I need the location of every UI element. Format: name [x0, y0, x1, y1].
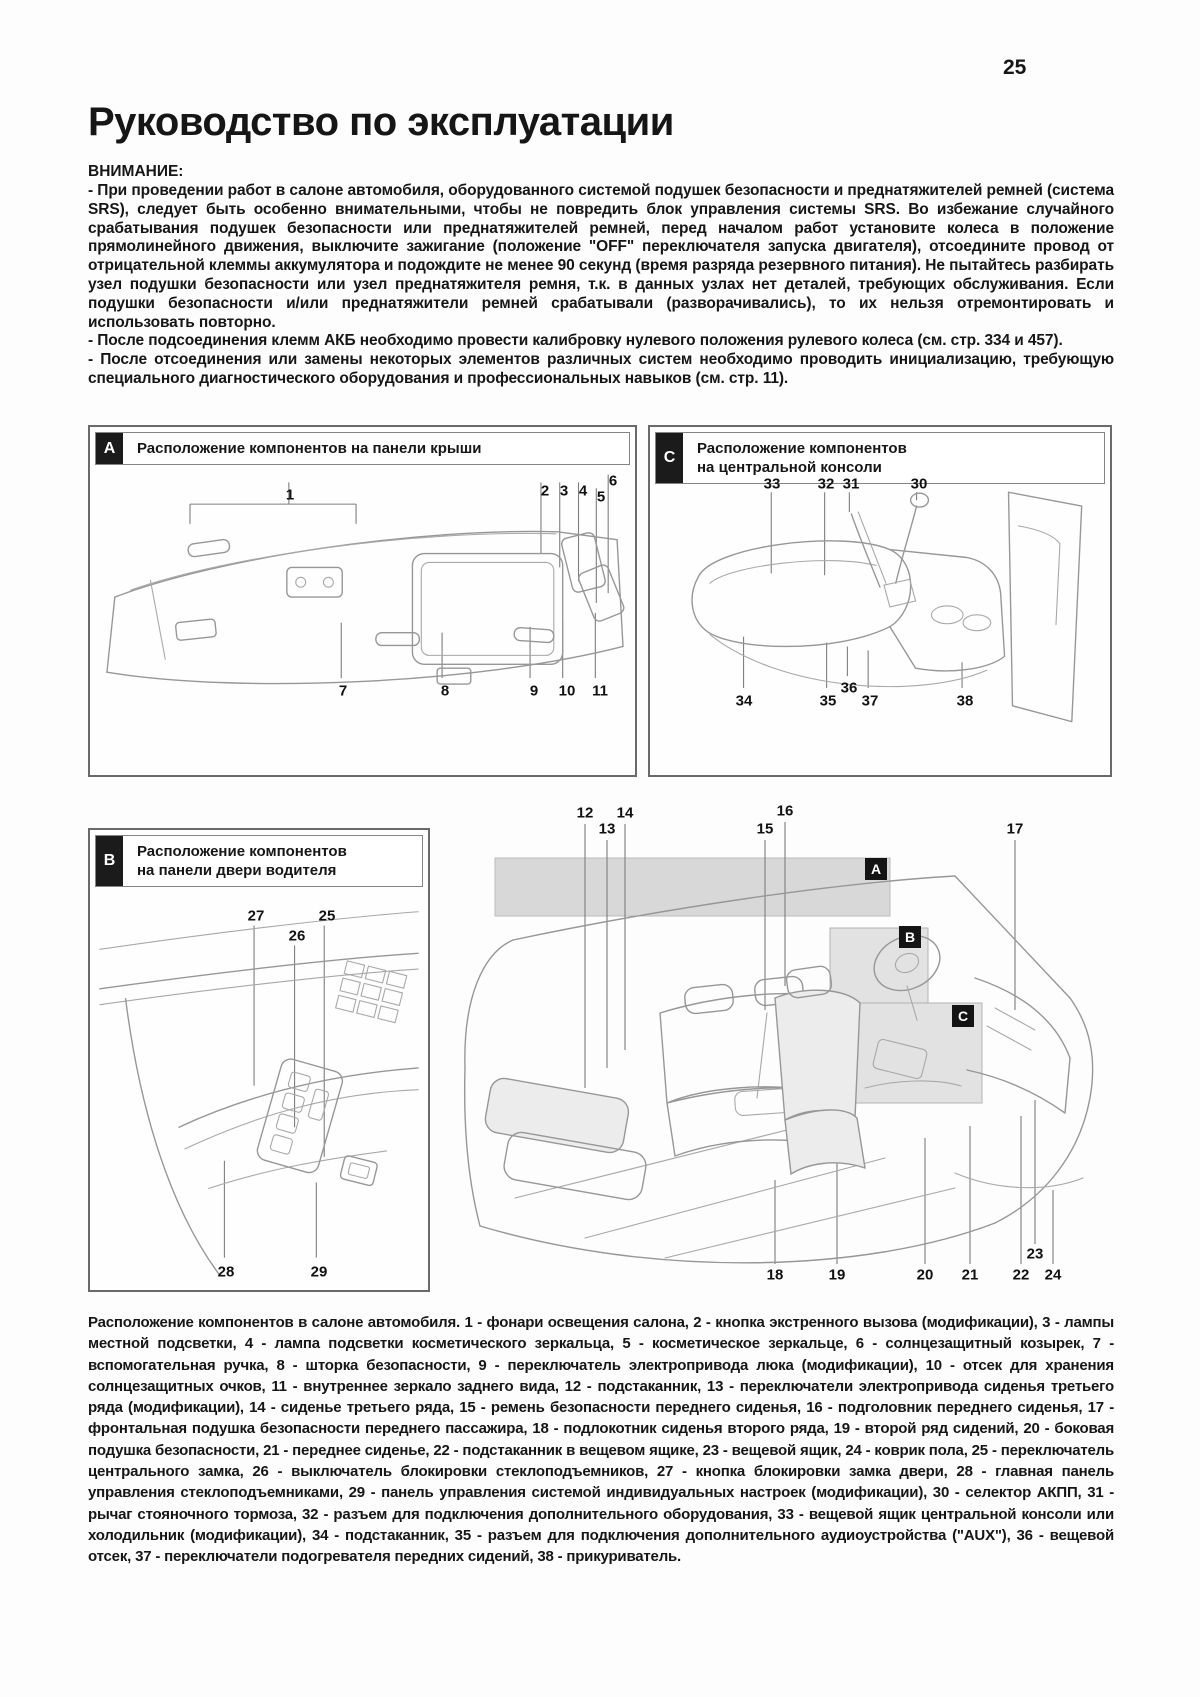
zone-marker-C: C — [952, 1005, 974, 1027]
callout-14: 14 — [616, 804, 634, 822]
callout-17: 17 — [1006, 820, 1024, 838]
callout-37: 37 — [861, 692, 879, 710]
panel-a-header — [95, 432, 630, 465]
callout-27: 27 — [247, 907, 265, 925]
warning-paragraph-1: - При проведении работ в салоне автомобиля, оборудованного системой подушек безопасности и преднатяжителей ремней (система SRS), следует быть особенно внимательными, чтобы не повредить блок управления системы SRS. Во избежание случайного срабатывания подушек безопасности или преднатяжителей ремней, перед началом работ установите колеса в положение прямолинейного движения, выключите зажигание (положение "OFF" переключателя запуска двигателя), отсоедините провод от отрицательной клеммы аккумулятора и подождите не менее 90 секунд (время разряда резервного питания). Не пытайтесь разбирать узел подушки безопасности или узел преднатяжителя ремня, т.к. в данных узлах нет деталей, требующих обслуживания. Если подушки безопасности и/или преднатяжители ремней срабатывали (разворачивались), то их нельзя отремонтировать и использовать повторно. — [88, 182, 1114, 331]
callout-9: 9 — [529, 682, 539, 700]
panel-c-label: С — [656, 433, 683, 483]
callout-7: 7 — [338, 682, 348, 700]
callout-32: 32 — [817, 475, 835, 493]
callout-8: 8 — [440, 682, 450, 700]
callout-10: 10 — [558, 682, 576, 700]
panel-c-title-line2: на центральной консоли — [697, 459, 882, 476]
callout-22: 22 — [1012, 1266, 1030, 1284]
panel-a-label: А — [96, 433, 123, 464]
callout-38: 38 — [956, 692, 974, 710]
warning-paragraph-3: - После отсоединения или замены некоторых элементов различных систем необходимо проводить инициализацию, требующую специального диагностического оборудования и профессиональных навыков (см. стр. 11). — [88, 351, 1114, 387]
panel-b-title-line2: на панели двери водителя — [137, 862, 337, 879]
warning-block — [88, 163, 1114, 389]
callout-18: 18 — [766, 1266, 784, 1284]
callout-21: 21 — [961, 1266, 979, 1284]
callout-12: 12 — [576, 804, 594, 822]
panel-b-label: В — [96, 836, 123, 886]
roof-panel-drawing — [90, 427, 635, 775]
callout-3: 3 — [559, 482, 569, 500]
callout-5: 5 — [596, 488, 606, 506]
callout-20: 20 — [916, 1266, 934, 1284]
warning-heading: ВНИМАНИЕ: — [88, 163, 184, 180]
callout-4: 4 — [578, 482, 588, 500]
callout-29: 29 — [310, 1263, 328, 1281]
panel-c-console — [648, 425, 1112, 777]
callout-23: 23 — [1026, 1245, 1044, 1263]
door-panel-drawing — [90, 830, 428, 1290]
callout-36: 36 — [840, 679, 858, 697]
cabin-drawing — [435, 758, 1130, 1300]
callout-35: 35 — [819, 692, 837, 710]
zone-marker-A: A — [865, 858, 887, 880]
panel-a-title: Расположение компонентов на панели крыши — [137, 440, 482, 457]
callout-15: 15 — [756, 820, 774, 838]
panel-c-header — [655, 432, 1105, 484]
callout-6: 6 — [608, 472, 618, 490]
page-title: Руководство по эксплуатации — [88, 100, 674, 144]
callout-1: 1 — [285, 486, 295, 504]
warning-paragraph-2: - После подсоединения клемм АКБ необходимо провести калибровку нулевого положения рулевого колеса (см. стр. 334 и 457). — [88, 332, 1063, 350]
zone-marker-B: B — [899, 926, 921, 948]
callout-11: 11 — [592, 682, 608, 700]
callout-26: 26 — [288, 927, 306, 945]
cabin-diagram — [435, 758, 1130, 1300]
panel-b-door — [88, 828, 430, 1292]
callout-25: 25 — [318, 907, 336, 925]
callout-34: 34 — [735, 692, 753, 710]
callout-24: 24 — [1044, 1266, 1062, 1284]
components-caption: Расположение компонентов в салоне автомобиля. 1 - фонари освещения салона, 2 - кнопка экстренного вызова (модификации), 3 - лампы местной подсветки, 4 - лампа подсветки косметического зеркальца, 5 - косметическое зеркальце, 6 - солнцезащитный козырек, 7 - вспомогательная ручка, 8 - шторка безопасности, 9 - переключатель электропривода люка (модификации), 10 - отсек для хранения солнцезащитных очков, 11 - внутреннее зеркало заднего вида, 12 - подстаканник, 13 - переключатели электропривода сиденья третьего ряда (модификации), 14 - сиденье третьего ряда, 15 - ремень безопасности переднего сиденья, 16 - подголовник переднего сиденья, 17 - фронтальная подушка безопасности переднего пассажира, 18 - подлокотник сиденья второго ряда, 19 - второй ряд сидений, 20 - боковая подушка безопасности, 21 - переднее сиденье, 22 - подстаканник в вещевом ящике, 23 - вещевой ящик, 24 - коврик пола, 25 - переключатель центрального замка, 26 - выключатель блокировки стеклоподъемников, 27 - кнопка блокировки замка двери, 28 - главная панель управления стеклоподъемниками, 29 - панель управления системой индивидуальных настроек (модификации), 30 - селектор АКПП, 31 - рычаг стояночного тормоза, 32 - разъем для подключения дополнительного оборудования, 33 - вещевой ящик центральной консоли или холодильник (модификации), 34 - подстаканник, 35 - разъем для подключения дополнительного аудиоустройства ("AUX"), 36 - вещевой отсек, 37 - переключатели подогревателя передних сидений, 38 - прикуриватель. — [88, 1314, 1114, 1566]
callout-28: 28 — [217, 1263, 235, 1281]
callout-31: 31 — [842, 475, 860, 493]
callout-13: 13 — [598, 820, 616, 838]
callout-33: 33 — [763, 475, 781, 493]
panel-a-roof — [88, 425, 637, 777]
callout-30: 30 — [910, 475, 928, 493]
panel-c-title-line1: Расположение компонентов — [697, 440, 907, 457]
page-number: 25 — [1003, 56, 1027, 79]
callout-16: 16 — [776, 802, 794, 820]
callout-19: 19 — [828, 1266, 846, 1284]
panel-b-title-line1: Расположение компонентов — [137, 843, 347, 860]
panel-b-header — [95, 835, 423, 887]
callout-2: 2 — [540, 482, 550, 500]
